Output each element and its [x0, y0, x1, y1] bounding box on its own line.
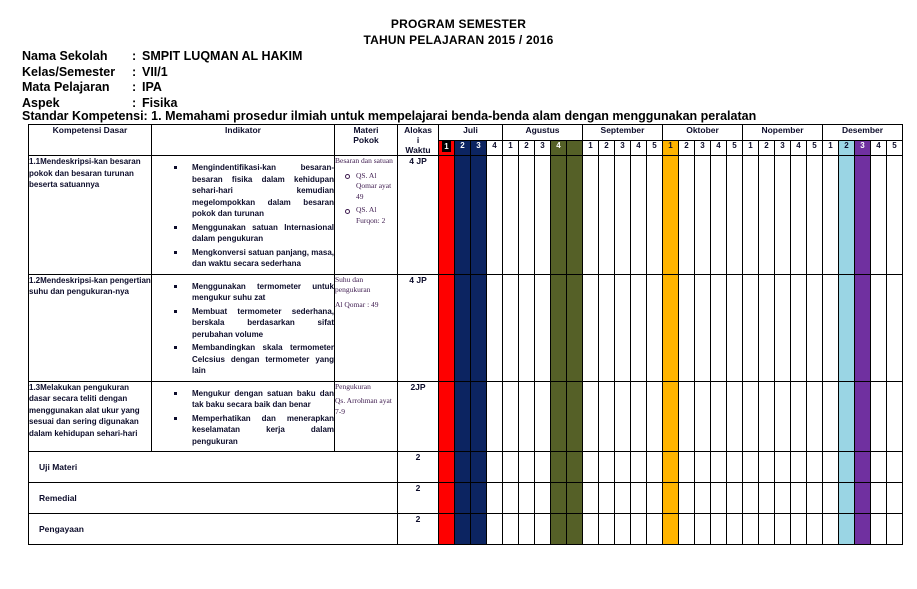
cell-materi-pokok [335, 274, 398, 381]
table-row [29, 381, 903, 452]
schedule-cell-desember-3[interactable] [855, 514, 871, 545]
schedule-cell-juli-1[interactable] [439, 514, 455, 545]
materi-pokok-title: Besaran dan satuan [335, 156, 393, 165]
table-row [29, 156, 903, 275]
cell-activity-label: Remedial [29, 483, 398, 514]
indikator-item: Memperhatikan dan menerapkan keselamatan kerja dalam pengukuran [174, 413, 334, 448]
schedule-cell-oktober-2[interactable] [679, 514, 695, 545]
materi-pokok-title: Pengukuran [335, 381, 371, 391]
materi-pokok-reference: Al Qomar : 49 [335, 299, 379, 309]
schedule-cell-september-5[interactable] [647, 156, 663, 275]
schedule-cell-nopember-2[interactable] [759, 483, 775, 514]
schedule-cell-juli-3[interactable] [471, 274, 487, 381]
schedule-cell-agustus-2[interactable] [519, 274, 535, 381]
cell-alokasi-waktu: 4 JP [398, 156, 439, 275]
schedule-cell-desember-2[interactable] [839, 514, 855, 545]
page-title-line-2: TAHUN PELAJARAN 2015 / 2016 [363, 33, 554, 47]
schedule-cell-agustus-1[interactable] [503, 274, 519, 381]
indikator-item: Membuat termometer sederhana, berskala berdasarkan sifat perubahan volume [174, 306, 334, 341]
schedule-cell-nopember-4[interactable] [791, 274, 807, 381]
month-header-agustus: Agustus [503, 125, 583, 141]
schedule-cell-oktober-2[interactable] [679, 483, 695, 514]
schedule-cell-september-3[interactable] [615, 514, 631, 545]
schedule-cell-juli-2[interactable] [455, 452, 471, 483]
schedule-cell-oktober-3[interactable] [695, 514, 711, 545]
schedule-cell-agustus-4[interactable] [551, 514, 567, 545]
schedule-cell-agustus-2[interactable] [519, 381, 535, 452]
schedule-cell-oktober-1[interactable] [663, 156, 679, 275]
schedule-cell-september-4[interactable] [631, 156, 647, 275]
schedule-cell-september-2[interactable] [599, 156, 615, 275]
indikator-item: Mengukur dengan satuan baku dan tak baku secara baik dan benar [174, 388, 334, 411]
cell-materi-pokok [335, 381, 398, 452]
meta-label-aspek: Aspek [22, 95, 60, 110]
schedule-cell-nopember-2[interactable] [759, 381, 775, 452]
schedule-cell-desember-1[interactable] [823, 452, 839, 483]
schedule-cell-september-2[interactable] [599, 514, 615, 545]
standar-kompetensi-line: Standar Kompetensi: 1. Memahami prosedur ilmiah untuk mempelajarai benda-benda alam dengan menggunakan peralatan [22, 109, 757, 123]
week-header-desember-5[interactable]: 5 [887, 140, 903, 156]
schedule-cell-nopember-2[interactable] [759, 274, 775, 381]
schedule-cell-nopember-1[interactable] [743, 452, 759, 483]
indikator-item: Membandingkan skala termometer Celcsius dengan termometer yang lain [174, 342, 334, 377]
schedule-cell-agustus-extra[interactable] [567, 452, 583, 483]
schedule-cell-nopember-5[interactable] [807, 381, 823, 452]
indikator-item: Menggunakan satuan Internasional dalam pengukuran [174, 222, 334, 245]
schedule-cell-agustus-1[interactable] [503, 452, 519, 483]
col-header-materi-pokok-line2: Pokok [353, 135, 379, 145]
kompetensi-dasar-number: 1.1 [29, 157, 41, 166]
schedule-cell-desember-2[interactable] [839, 381, 855, 452]
schedule-cell-desember-1[interactable] [823, 274, 839, 381]
col-header-materi-pokok [335, 125, 398, 156]
schedule-cell-agustus-4[interactable] [551, 452, 567, 483]
week-header-nopember-3[interactable]: 3 [775, 140, 791, 156]
schedule-cell-september-3[interactable] [615, 156, 631, 275]
schedule-cell-september-3[interactable] [615, 452, 631, 483]
week-header-september-2[interactable]: 2 [599, 140, 615, 156]
schedule-cell-desember-4[interactable] [871, 156, 887, 275]
schedule-cell-september-1[interactable] [583, 381, 599, 452]
month-header-juli: Juli [439, 125, 503, 141]
schedule-cell-september-2[interactable] [599, 274, 615, 381]
schedule-cell-nopember-3[interactable] [775, 452, 791, 483]
week-header-oktober-2[interactable]: 2 [679, 140, 695, 156]
schedule-cell-oktober-3[interactable] [695, 156, 711, 275]
schedule-cell-september-5[interactable] [647, 452, 663, 483]
schedule-cell-nopember-1[interactable] [743, 483, 759, 514]
schedule-cell-september-2[interactable] [599, 381, 615, 452]
week-header-nopember-2[interactable]: 2 [759, 140, 775, 156]
schedule-cell-oktober-1[interactable] [663, 452, 679, 483]
schedule-cell-nopember-1[interactable] [743, 156, 759, 275]
cell-alokasi-waktu: 2 [398, 514, 439, 545]
schedule-cell-desember-4[interactable] [871, 452, 887, 483]
week-header-juli-2[interactable]: 2 [455, 140, 471, 156]
table-header-row-months [29, 125, 903, 141]
schedule-cell-oktober-5[interactable] [727, 452, 743, 483]
schedule-cell-oktober-2[interactable] [679, 452, 695, 483]
schedule-cell-juli-3[interactable] [471, 381, 487, 452]
schedule-cell-nopember-1[interactable] [743, 514, 759, 545]
table-row [29, 483, 903, 514]
week-header-agustus-1[interactable]: 1 [503, 140, 519, 156]
col-header-alokasi-waktu-line2: i [416, 135, 420, 145]
schedule-cell-september-3[interactable] [615, 274, 631, 381]
schedule-cell-juli-2[interactable] [455, 381, 471, 452]
schedule-cell-desember-1[interactable] [823, 381, 839, 452]
schedule-cell-agustus-3[interactable] [535, 483, 551, 514]
schedule-cell-september-4[interactable] [631, 483, 647, 514]
kompetensi-dasar-text: Mendeskripsi-kan besaran pokok dan besaran turunan beserta satuannya [29, 157, 141, 189]
schedule-cell-september-3[interactable] [615, 483, 631, 514]
week-header-oktober-1[interactable]: 1 [663, 140, 679, 156]
schedule-cell-agustus-4[interactable] [551, 381, 567, 452]
schedule-cell-nopember-4[interactable] [791, 514, 807, 545]
schedule-cell-juli-2[interactable] [455, 514, 471, 545]
schedule-cell-nopember-4[interactable] [791, 452, 807, 483]
schedule-cell-agustus-3[interactable] [535, 274, 551, 381]
schedule-cell-juli-2[interactable] [455, 274, 471, 381]
schedule-cell-desember-2[interactable] [839, 274, 855, 381]
schedule-cell-oktober-5[interactable] [727, 274, 743, 381]
schedule-cell-agustus-3[interactable] [535, 156, 551, 275]
month-header-desember: Desember [823, 125, 903, 141]
table-row [29, 274, 903, 381]
materi-pokok-reference: QS. Al Furqon: 2 [345, 205, 397, 226]
week-header-agustus-3[interactable]: 3 [535, 140, 551, 156]
schedule-cell-oktober-2[interactable] [679, 156, 695, 275]
table-head [29, 125, 903, 156]
schedule-cell-oktober-3[interactable] [695, 381, 711, 452]
kompetensi-dasar-number: 1.2 [29, 275, 41, 285]
cell-activity-label: Uji Materi [29, 452, 398, 483]
schedule-cell-oktober-1[interactable] [663, 381, 679, 452]
cell-alokasi-waktu: 4 JP [398, 274, 439, 381]
schedule-cell-september-4[interactable] [631, 452, 647, 483]
week-header-september-5[interactable]: 5 [647, 140, 663, 156]
schedule-cell-oktober-4[interactable] [711, 274, 727, 381]
col-header-alokasi-waktu [398, 125, 439, 156]
cell-alokasi-waktu: 2JP [398, 381, 439, 452]
schedule-cell-agustus-4[interactable] [551, 483, 567, 514]
table-row [29, 452, 903, 483]
week-header-desember-2[interactable]: 2 [839, 140, 855, 156]
week-header-nopember-5[interactable]: 5 [807, 140, 823, 156]
materi-pokok-reference: Qs. Arrohman ayat 7-9 [335, 396, 392, 416]
indikator-list [152, 281, 334, 377]
page-title-line-1: PROGRAM SEMESTER [390, 17, 527, 31]
schedule-cell-desember-4[interactable] [871, 483, 887, 514]
schedule-cell-nopember-4[interactable] [791, 381, 807, 452]
schedule-cell-desember-5[interactable] [887, 381, 903, 452]
schedule-cell-juli-4[interactable] [487, 156, 503, 275]
schedule-cell-juli-4[interactable] [487, 274, 503, 381]
schedule-cell-nopember-5[interactable] [807, 274, 823, 381]
week-number-badge: 1 [444, 141, 449, 151]
cell-alokasi-waktu: 2 [398, 483, 439, 514]
week-header-juli-4[interactable]: 4 [487, 140, 503, 156]
week-header-desember-1[interactable]: 1 [823, 140, 839, 156]
schedule-cell-desember-4[interactable] [871, 381, 887, 452]
kompetensi-dasar-text: Mendeskripsi-kan pengertian suhu dan pengukuran-nya [29, 275, 151, 296]
schedule-cell-juli-2[interactable] [455, 483, 471, 514]
week-header-agustus-2[interactable]: 2 [519, 140, 535, 156]
schedule-cell-oktober-2[interactable] [679, 381, 695, 452]
indikator-item: Mengindentifikasi-kan besaran-besaran fisika dalam kehidupan sehari-hari kemudian megelompokkan dalam besaran pokok dan turunan [174, 162, 334, 220]
week-header-oktober-4[interactable]: 4 [711, 140, 727, 156]
indikator-list [152, 162, 334, 270]
schedule-cell-september-4[interactable] [631, 381, 647, 452]
schedule-cell-september-5[interactable] [647, 274, 663, 381]
indikator-list [152, 388, 334, 448]
schedule-cell-desember-2[interactable] [839, 452, 855, 483]
schedule-cell-nopember-4[interactable] [791, 483, 807, 514]
schedule-cell-nopember-3[interactable] [775, 483, 791, 514]
schedule-cell-nopember-5[interactable] [807, 483, 823, 514]
week-header-september-1[interactable]: 1 [583, 140, 599, 156]
program-semester-table-wrap [28, 124, 903, 545]
schedule-cell-desember-4[interactable] [871, 274, 887, 381]
schedule-cell-september-3[interactable] [615, 381, 631, 452]
schedule-cell-september-2[interactable] [599, 483, 615, 514]
schedule-cell-september-1[interactable] [583, 156, 599, 275]
schedule-cell-oktober-5[interactable] [727, 483, 743, 514]
document-meta-block [22, 49, 302, 111]
schedule-cell-desember-3[interactable] [855, 452, 871, 483]
schedule-cell-juli-1[interactable] [439, 452, 455, 483]
week-header-oktober-3[interactable]: 3 [695, 140, 711, 156]
schedule-cell-juli-4[interactable] [487, 381, 503, 452]
schedule-cell-nopember-3[interactable] [775, 381, 791, 452]
schedule-cell-nopember-5[interactable] [807, 156, 823, 275]
indikator-item: Menggunakan termometer untuk mengukur suhu zat [174, 281, 334, 304]
meta-value-kelas-semester: VII/1 [142, 64, 168, 79]
meta-label-nama-sekolah: Nama Sekolah [22, 49, 108, 63]
schedule-cell-desember-5[interactable] [887, 156, 903, 275]
schedule-cell-oktober-1[interactable] [663, 274, 679, 381]
cell-kompetensi-dasar [29, 156, 152, 275]
schedule-cell-agustus-1[interactable] [503, 514, 519, 545]
cell-kompetensi-dasar [29, 381, 152, 452]
schedule-cell-oktober-4[interactable] [711, 514, 727, 545]
schedule-cell-oktober-3[interactable] [695, 452, 711, 483]
schedule-cell-oktober-4[interactable] [711, 483, 727, 514]
meta-label-mata-pelajaran: Mata Pelajaran [22, 80, 110, 94]
week-header-juli-3[interactable]: 3 [471, 140, 487, 156]
schedule-cell-oktober-4[interactable] [711, 381, 727, 452]
schedule-cell-desember-3[interactable] [855, 381, 871, 452]
schedule-cell-nopember-3[interactable] [775, 156, 791, 275]
schedule-cell-september-1[interactable] [583, 483, 599, 514]
schedule-cell-agustus-3[interactable] [535, 514, 551, 545]
cell-indikator [152, 381, 335, 452]
schedule-cell-agustus-1[interactable] [503, 156, 519, 275]
meta-colon-nama-sekolah: : [132, 49, 137, 63]
schedule-cell-nopember-2[interactable] [759, 156, 775, 275]
cell-indikator [152, 156, 335, 275]
schedule-cell-desember-3[interactable] [855, 483, 871, 514]
meta-value-aspek: Fisika [142, 95, 178, 110]
schedule-cell-nopember-2[interactable] [759, 514, 775, 545]
program-semester-table [28, 124, 903, 545]
col-header-alokasi-waktu-line1: Alokas [404, 125, 432, 135]
schedule-cell-juli-3[interactable] [471, 483, 487, 514]
schedule-cell-juli-4[interactable] [487, 452, 503, 483]
meta-label-kelas-semester: Kelas/Semester [22, 64, 116, 79]
schedule-cell-juli-4[interactable] [487, 483, 503, 514]
kompetensi-dasar-number: 1.3 [29, 382, 41, 392]
schedule-cell-agustus-extra[interactable] [567, 381, 583, 452]
schedule-cell-september-5[interactable] [647, 483, 663, 514]
schedule-cell-juli-3[interactable] [471, 514, 487, 545]
meta-colon-kelas-semester: : [132, 64, 137, 79]
schedule-cell-oktober-1[interactable] [663, 514, 679, 545]
schedule-cell-juli-1[interactable] [439, 381, 455, 452]
schedule-cell-agustus-extra[interactable] [567, 514, 583, 545]
schedule-cell-nopember-4[interactable] [791, 156, 807, 275]
meta-row-mata-pelajaran [22, 80, 302, 96]
schedule-cell-september-2[interactable] [599, 452, 615, 483]
schedule-cell-september-1[interactable] [583, 514, 599, 545]
meta-row-kelas-semester [22, 65, 302, 81]
meta-row-nama-sekolah [22, 49, 302, 65]
cell-kompetensi-dasar [29, 274, 152, 381]
schedule-cell-juli-1[interactable] [439, 274, 455, 381]
schedule-cell-september-1[interactable] [583, 274, 599, 381]
cell-indikator [152, 274, 335, 381]
week-header-oktober-5[interactable]: 5 [727, 140, 743, 156]
kompetensi-dasar-text: Melakukan pengukuran dasar secara teliti dengan menggunakan alat ukur yang sesuai dan sering digunakan dalam kehidupan sehari-hari [29, 382, 140, 438]
schedule-cell-september-4[interactable] [631, 514, 647, 545]
schedule-cell-oktober-3[interactable] [695, 483, 711, 514]
col-header-materi-pokok-line1: Materi [353, 125, 379, 135]
indikator-item: Mengkonversi satuan panjang, masa, dan waktu secara sederhana [174, 247, 334, 270]
schedule-cell-agustus-2[interactable] [519, 156, 535, 275]
schedule-cell-desember-5[interactable] [887, 483, 903, 514]
week-header-agustus-4[interactable]: 4 [551, 140, 567, 156]
meta-value-nama-sekolah: SMPIT LUQMAN AL HAKIM [142, 49, 303, 63]
materi-pokok-reference: QS. Al Qomar ayat 49 [345, 171, 397, 203]
schedule-cell-desember-3[interactable] [855, 156, 871, 275]
materi-pokok-reference-list [335, 171, 397, 227]
schedule-cell-nopember-5[interactable] [807, 452, 823, 483]
schedule-cell-nopember-1[interactable] [743, 274, 759, 381]
schedule-cell-juli-3[interactable] [471, 156, 487, 275]
schedule-cell-oktober-3[interactable] [695, 274, 711, 381]
schedule-cell-desember-2[interactable] [839, 483, 855, 514]
schedule-cell-agustus-2[interactable] [519, 514, 535, 545]
schedule-cell-juli-3[interactable] [471, 452, 487, 483]
schedule-cell-agustus-2[interactable] [519, 483, 535, 514]
month-header-nopember: Nopember [743, 125, 823, 141]
schedule-cell-oktober-4[interactable] [711, 156, 727, 275]
schedule-cell-september-1[interactable] [583, 452, 599, 483]
schedule-cell-nopember-2[interactable] [759, 452, 775, 483]
col-header-kompetensi-dasar: Kompetensi Dasar [29, 125, 152, 156]
schedule-cell-desember-3[interactable] [855, 274, 871, 381]
schedule-cell-agustus-extra[interactable] [567, 274, 583, 381]
schedule-cell-agustus-extra[interactable] [567, 156, 583, 275]
schedule-cell-desember-1[interactable] [823, 483, 839, 514]
schedule-cell-oktober-1[interactable] [663, 483, 679, 514]
week-header-desember-3[interactable]: 3 [855, 140, 871, 156]
schedule-cell-nopember-3[interactable] [775, 274, 791, 381]
schedule-cell-nopember-1[interactable] [743, 381, 759, 452]
schedule-cell-nopember-3[interactable] [775, 514, 791, 545]
schedule-cell-agustus-3[interactable] [535, 452, 551, 483]
week-header-nopember-1[interactable]: 1 [743, 140, 759, 156]
schedule-cell-agustus-1[interactable] [503, 483, 519, 514]
cell-materi-pokok [335, 156, 398, 275]
schedule-cell-desember-5[interactable] [887, 274, 903, 381]
cell-activity-label: Pengayaan [29, 514, 398, 545]
document-title-block [0, 16, 917, 48]
meta-colon-mata-pelajaran: : [132, 80, 137, 94]
col-header-indikator: Indikator [152, 125, 335, 156]
week-header-september-3[interactable]: 3 [615, 140, 631, 156]
schedule-cell-agustus-3[interactable] [535, 381, 551, 452]
schedule-cell-desember-1[interactable] [823, 156, 839, 275]
schedule-cell-oktober-5[interactable] [727, 514, 743, 545]
schedule-cell-september-5[interactable] [647, 381, 663, 452]
schedule-cell-september-5[interactable] [647, 514, 663, 545]
meta-value-mata-pelajaran: IPA [142, 80, 162, 94]
week-header-agustus-extra[interactable] [567, 140, 583, 156]
schedule-cell-desember-1[interactable] [823, 514, 839, 545]
col-header-alokasi-waktu-line3: Waktu [405, 145, 431, 155]
schedule-cell-desember-4[interactable] [871, 514, 887, 545]
schedule-cell-agustus-4[interactable] [551, 156, 567, 275]
table-body [29, 156, 903, 545]
schedule-cell-juli-1[interactable] [439, 156, 455, 275]
schedule-cell-juli-4[interactable] [487, 514, 503, 545]
schedule-cell-oktober-5[interactable] [727, 156, 743, 275]
week-header-september-4[interactable]: 4 [631, 140, 647, 156]
schedule-cell-desember-5[interactable] [887, 514, 903, 545]
week-header-desember-4[interactable]: 4 [871, 140, 887, 156]
month-header-september: September [583, 125, 663, 141]
schedule-cell-september-4[interactable] [631, 274, 647, 381]
schedule-cell-oktober-2[interactable] [679, 274, 695, 381]
month-header-oktober: Oktober [663, 125, 743, 141]
schedule-cell-agustus-extra[interactable] [567, 483, 583, 514]
schedule-cell-nopember-5[interactable] [807, 514, 823, 545]
schedule-cell-agustus-2[interactable] [519, 452, 535, 483]
week-header-juli-1[interactable] [439, 140, 455, 156]
schedule-cell-oktober-4[interactable] [711, 452, 727, 483]
schedule-cell-juli-2[interactable] [455, 156, 471, 275]
schedule-cell-agustus-4[interactable] [551, 274, 567, 381]
meta-colon-aspek: : [132, 95, 137, 110]
schedule-cell-juli-1[interactable] [439, 483, 455, 514]
schedule-cell-desember-2[interactable] [839, 156, 855, 275]
materi-pokok-title: Suhu dan pengukuran [335, 274, 371, 294]
week-header-nopember-4[interactable]: 4 [791, 140, 807, 156]
schedule-cell-agustus-1[interactable] [503, 381, 519, 452]
cell-alokasi-waktu: 2 [398, 452, 439, 483]
schedule-cell-desember-5[interactable] [887, 452, 903, 483]
table-row [29, 514, 903, 545]
schedule-cell-oktober-5[interactable] [727, 381, 743, 452]
